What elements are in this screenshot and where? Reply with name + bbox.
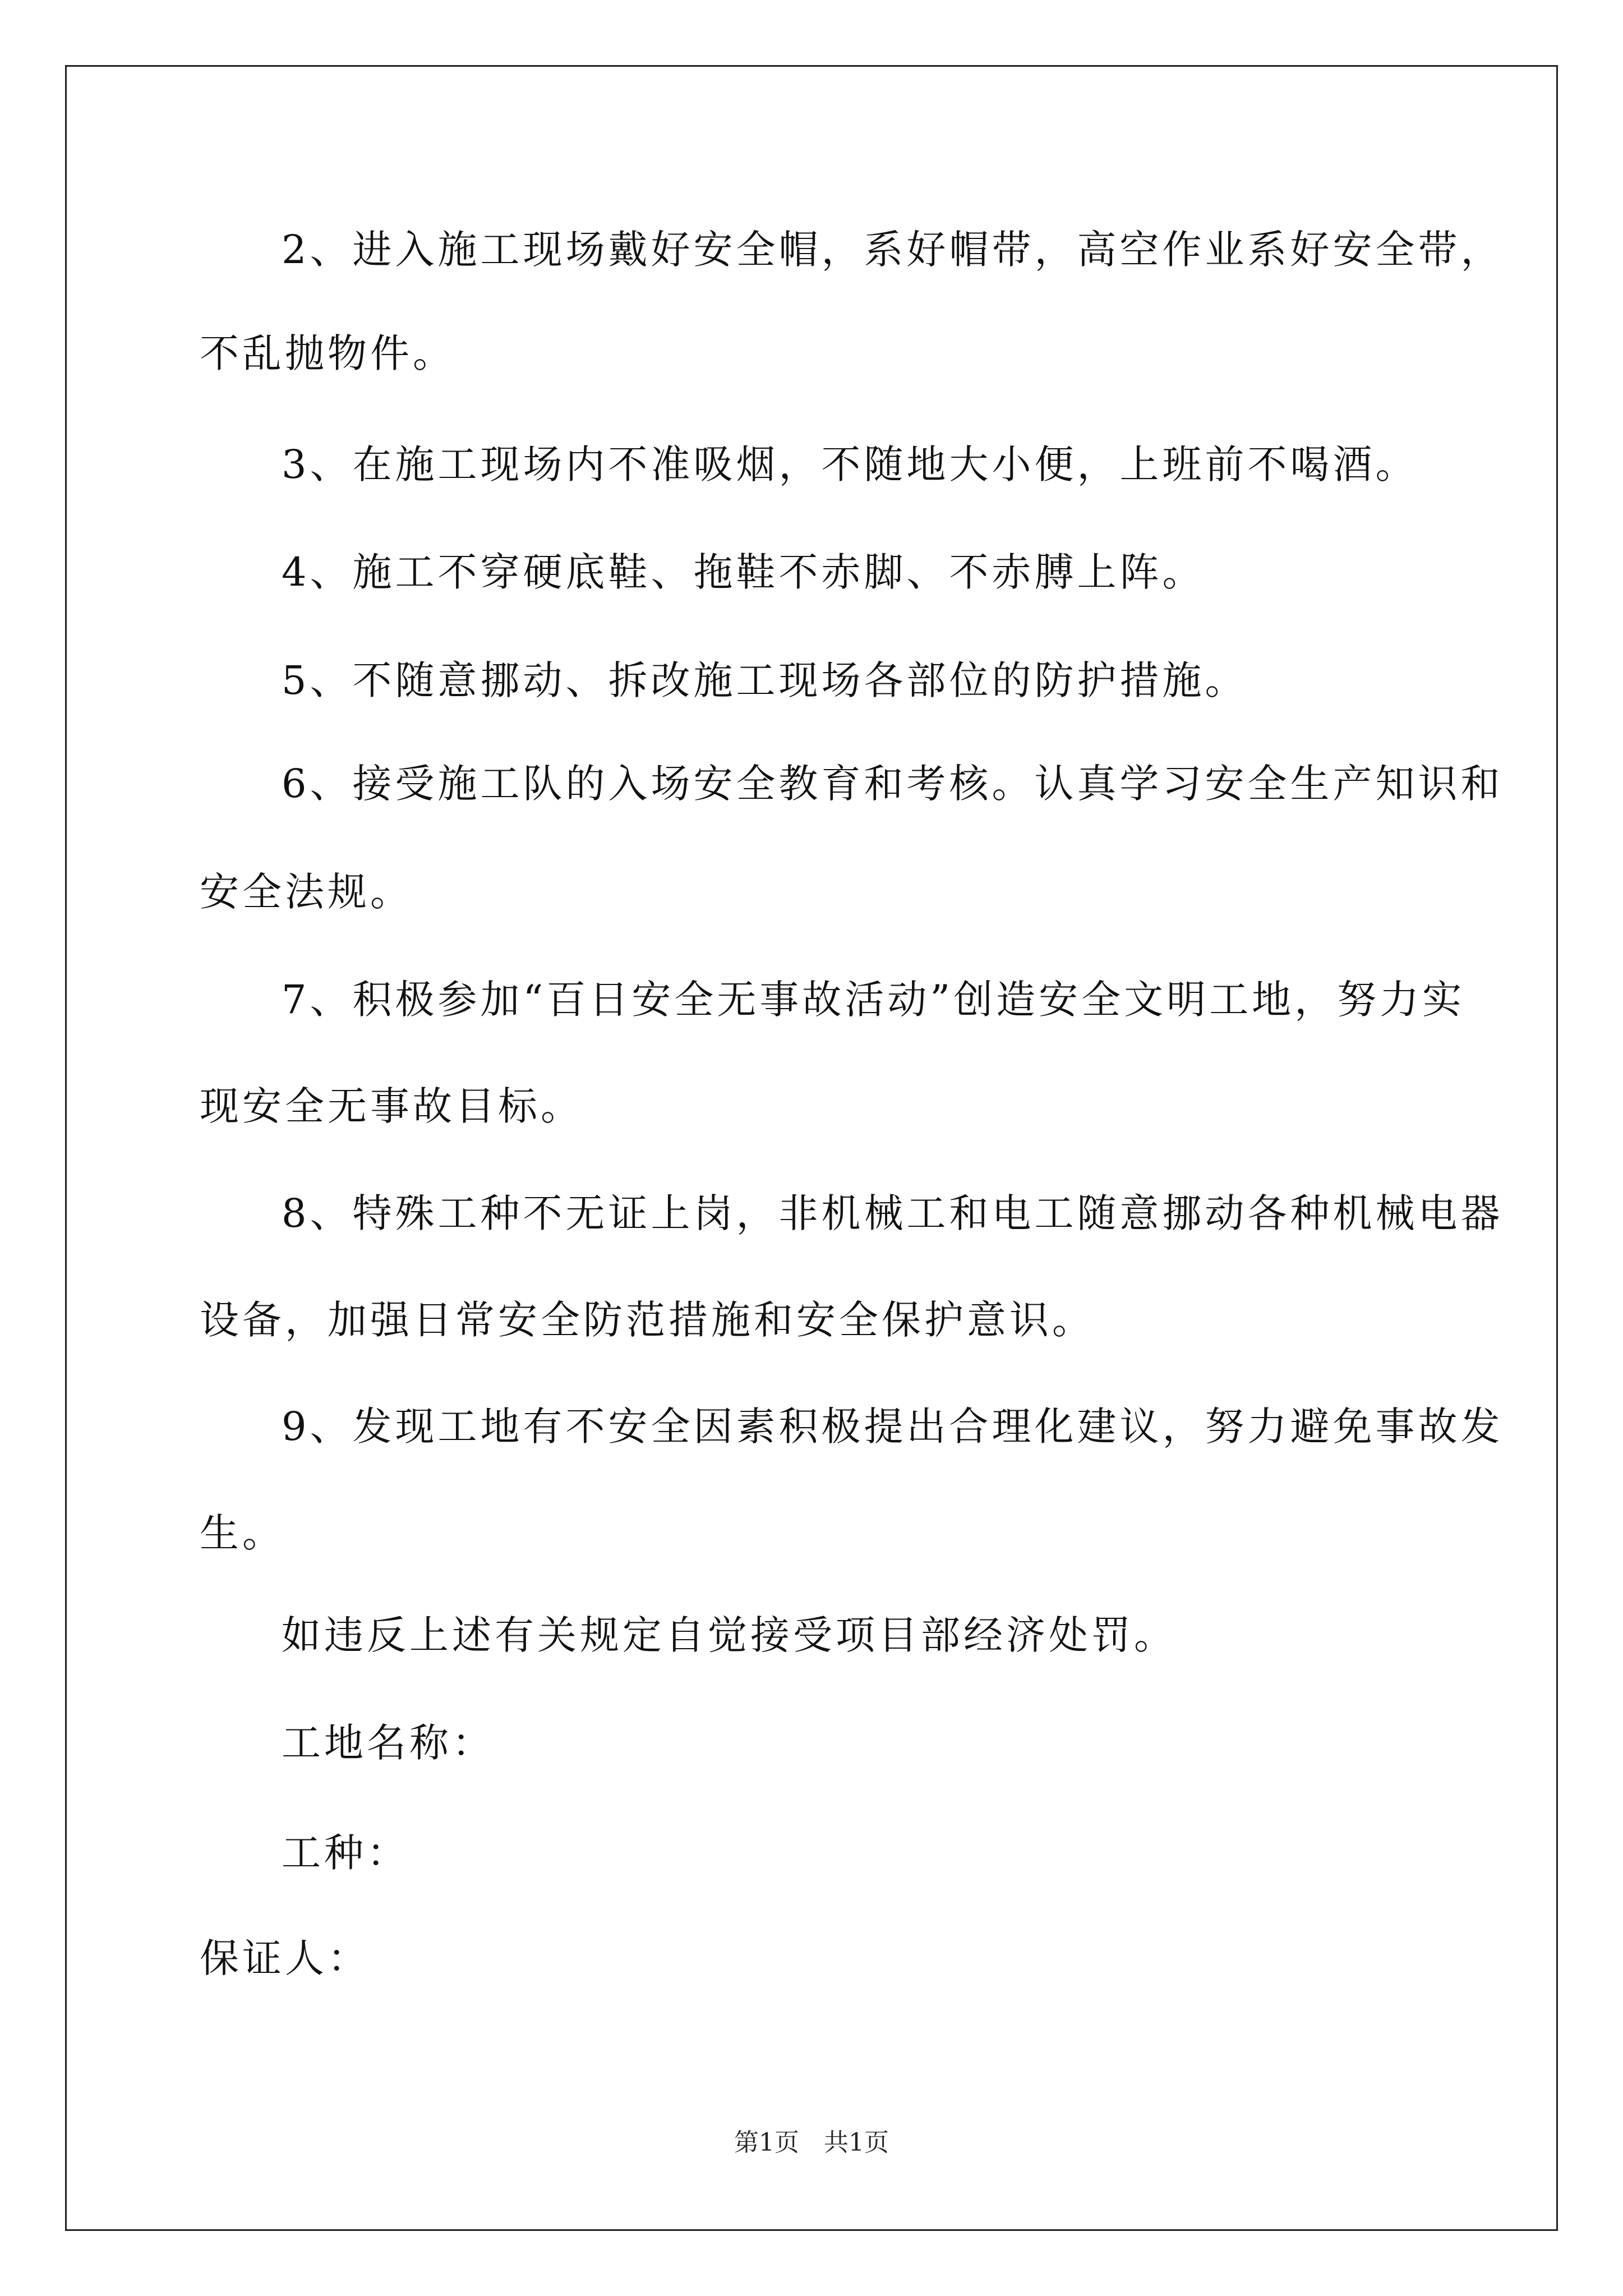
rule-7-line-1: 7、积极参加“百日安全无事故活动”创造安全文明工地，努力实 <box>282 977 1465 1023</box>
guarantor-label: 保证人： <box>200 1935 370 1981</box>
rule-7-line-2: 现安全无事故目标。 <box>200 1083 583 1129</box>
work-type-label: 工种： <box>282 1830 409 1876</box>
site-name-label: 工地名称： <box>282 1720 495 1766</box>
penalty-statement: 如违反上述有关规定自觉接受项目部经济处罚。 <box>282 1612 1177 1658</box>
rule-3: 3、在施工现场内不准吸烟，不随地大小便，上班前不喝酒。 <box>282 441 1418 487</box>
rule-6-line-1: 6、接受施工队的入场安全教育和考核。认真学习安全生产知识和 <box>282 761 1504 807</box>
rule-8-line-1: 8、特殊工种不无证上岗，非机械工和电工随意挪动各种机械电器 <box>282 1190 1504 1236</box>
rule-9-line-2: 生。 <box>200 1510 285 1556</box>
page-number-footer: 第1页 共1页 <box>734 2128 889 2157</box>
rule-6-line-2: 安全法规。 <box>200 869 413 915</box>
rule-2-line-1: 2、进入施工现场戴好安全帽，系好帽带，高空作业系好安全带， <box>282 227 1504 273</box>
rule-8-line-2: 设备，加强日常安全防范措施和安全保护意识。 <box>200 1297 1095 1343</box>
rule-5: 5、不随意挪动、拆改施工现场各部位的防护措施。 <box>282 657 1248 703</box>
page-border <box>65 65 1558 2231</box>
rule-4: 4、施工不穿硬底鞋、拖鞋不赤脚、不赤膊上阵。 <box>282 549 1205 595</box>
rule-2-line-2: 不乱抛物件。 <box>200 330 455 376</box>
rule-9-line-1: 9、发现工地有不安全因素积极提出合理化建议，努力避免事故发 <box>282 1404 1504 1450</box>
